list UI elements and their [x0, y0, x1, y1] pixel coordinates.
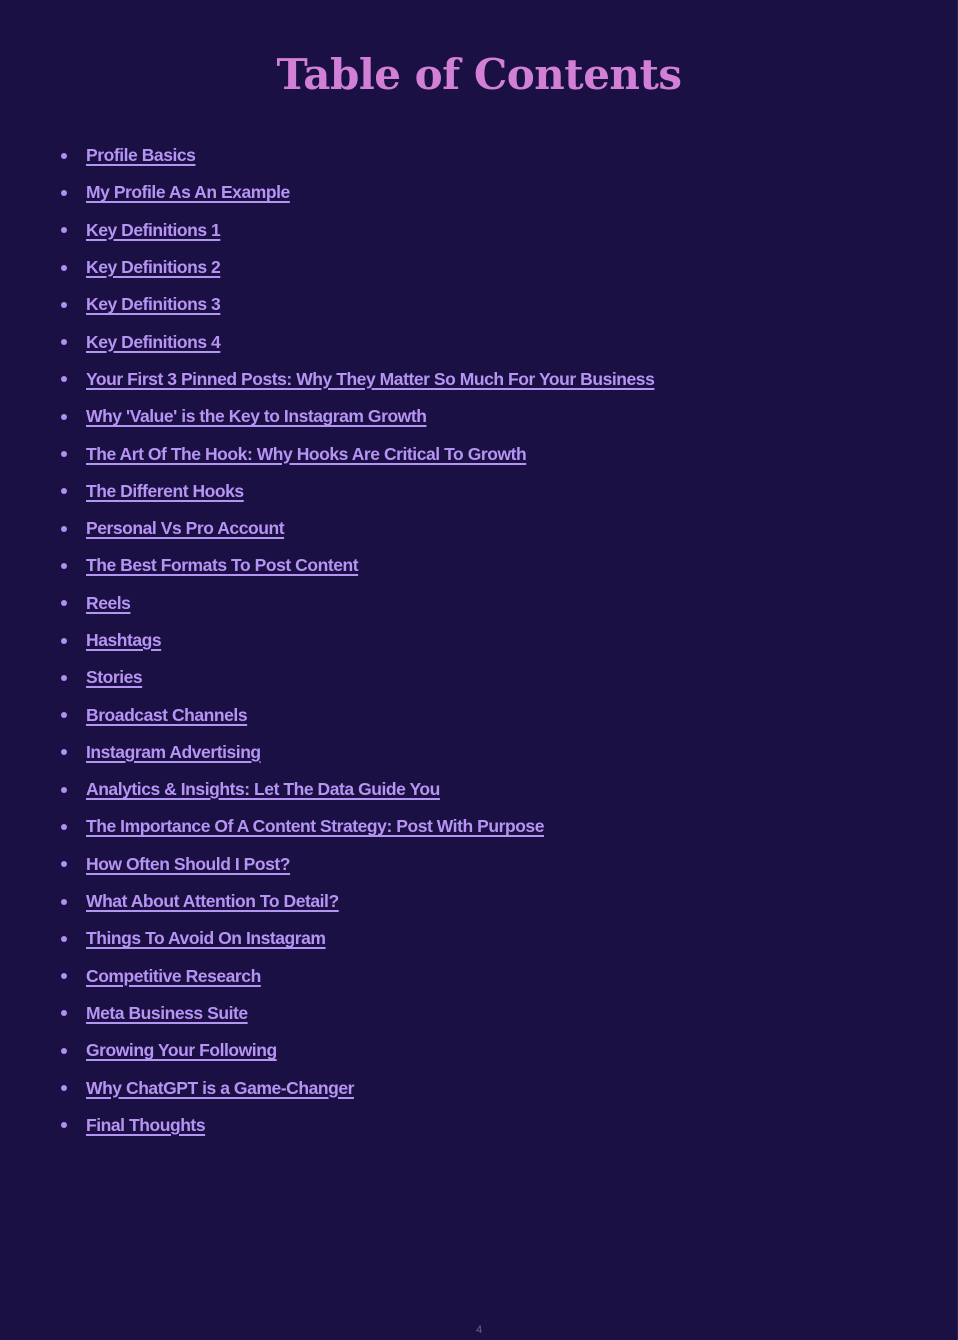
toc-item	[0, 323, 900, 360]
toc-item	[0, 696, 900, 733]
page-title: Table of Contents	[276, 50, 682, 99]
toc-item	[0, 361, 900, 398]
toc-item	[0, 286, 900, 323]
bullet-icon	[61, 488, 67, 494]
toc-item	[0, 846, 900, 883]
bullet-icon	[61, 749, 67, 755]
toc-item	[0, 883, 900, 920]
bullet-icon	[61, 1085, 67, 1091]
toc-item	[0, 808, 900, 845]
bullet-icon	[61, 675, 67, 681]
bullet-icon	[61, 526, 67, 532]
toc-item	[0, 585, 900, 622]
toc-item	[0, 958, 900, 995]
bullet-icon	[61, 339, 67, 345]
toc-link-key-definitions-1[interactable]: Key Definitions 1	[86, 219, 221, 240]
toc-link-key-definitions-3[interactable]: Key Definitions 3	[86, 294, 221, 315]
toc-link-broadcast-channels[interactable]: Broadcast Channels	[86, 704, 248, 725]
toc-link-attention-to-detail[interactable]: What About Attention To Detail?	[86, 891, 339, 912]
toc-item	[0, 212, 900, 249]
bullet-icon	[61, 376, 67, 382]
toc-link-things-to-avoid[interactable]: Things To Avoid On Instagram	[86, 928, 326, 949]
bullet-icon	[61, 600, 67, 606]
toc-item	[0, 547, 900, 584]
toc-link-growing-following[interactable]: Growing Your Following	[86, 1040, 277, 1061]
toc-link-key-definitions-2[interactable]: Key Definitions 2	[86, 257, 221, 278]
bullet-icon	[61, 1122, 67, 1128]
bullet-icon	[61, 787, 67, 793]
bullet-icon	[61, 861, 67, 867]
bullet-icon	[61, 265, 67, 271]
toc-link-key-definitions-4[interactable]: Key Definitions 4	[86, 331, 221, 352]
toc-item	[0, 622, 900, 659]
bullet-icon	[61, 414, 67, 420]
toc-item	[0, 771, 900, 808]
toc-link-competitive-research[interactable]: Competitive Research	[86, 965, 261, 986]
bullet-icon	[61, 1010, 67, 1016]
toc-link-profile-basics[interactable]: Profile Basics	[86, 145, 196, 166]
toc-item	[0, 1032, 900, 1069]
toc-link-content-strategy[interactable]: The Importance Of A Content Strategy: Post With Purpose	[86, 816, 544, 837]
toc-link-meta-business-suite[interactable]: Meta Business Suite	[86, 1002, 248, 1023]
toc-link-final-thoughts[interactable]: Final Thoughts	[86, 1114, 206, 1135]
toc-link-reels[interactable]: Reels	[86, 592, 131, 613]
toc-link-pinned-posts[interactable]: Your First 3 Pinned Posts: Why They Matter So Much For Your Business	[86, 368, 655, 389]
bullet-icon	[61, 824, 67, 830]
toc-item	[0, 174, 900, 211]
page-number: 4	[475, 1324, 483, 1336]
toc-item	[0, 473, 900, 510]
toc-item	[0, 734, 900, 771]
toc-item	[0, 659, 900, 696]
toc-item	[0, 398, 900, 435]
toc-item	[0, 435, 900, 472]
toc-item	[0, 1107, 900, 1144]
toc-item	[0, 249, 900, 286]
bullet-icon	[61, 451, 67, 457]
bullet-icon	[61, 638, 67, 644]
bullet-icon	[61, 153, 67, 159]
toc-link-instagram-advertising[interactable]: Instagram Advertising	[86, 741, 261, 762]
bullet-icon	[61, 936, 67, 942]
toc-link-personal-vs-pro[interactable]: Personal Vs Pro Account	[86, 518, 285, 539]
bullet-icon	[61, 1048, 67, 1054]
toc-link-analytics-insights[interactable]: Analytics & Insights: Let The Data Guide You	[86, 779, 440, 800]
toc-link-my-profile-example[interactable]: My Profile As An Example	[86, 182, 290, 203]
toc-link-stories[interactable]: Stories	[86, 667, 143, 688]
toc-item	[0, 137, 900, 174]
bullet-icon	[61, 899, 67, 905]
bullet-icon	[61, 302, 67, 308]
toc-link-art-of-hook[interactable]: The Art Of The Hook: Why Hooks Are Critical To Growth	[86, 443, 527, 464]
toc-link-value-growth[interactable]: Why 'Value' is the Key to Instagram Growth	[86, 406, 427, 427]
bullet-icon	[61, 227, 67, 233]
toc-item	[0, 510, 900, 547]
bullet-icon	[61, 973, 67, 979]
toc-link-hashtags[interactable]: Hashtags	[86, 630, 162, 650]
toc-item	[0, 995, 900, 1032]
toc-link-chatgpt-game-changer[interactable]: Why ChatGPT is a Game-Changer	[86, 1077, 354, 1098]
bullet-icon	[61, 712, 67, 718]
toc-item	[0, 920, 900, 957]
toc-link-how-often-post[interactable]: How Often Should I Post?	[86, 853, 291, 874]
table-of-contents-list	[0, 137, 900, 1144]
toc-link-best-formats[interactable]: The Best Formats To Post Content	[86, 555, 359, 576]
toc-item	[0, 1069, 900, 1106]
bullet-icon	[61, 563, 67, 569]
bullet-icon	[61, 190, 67, 196]
toc-link-different-hooks[interactable]: The Different Hooks	[86, 480, 244, 501]
